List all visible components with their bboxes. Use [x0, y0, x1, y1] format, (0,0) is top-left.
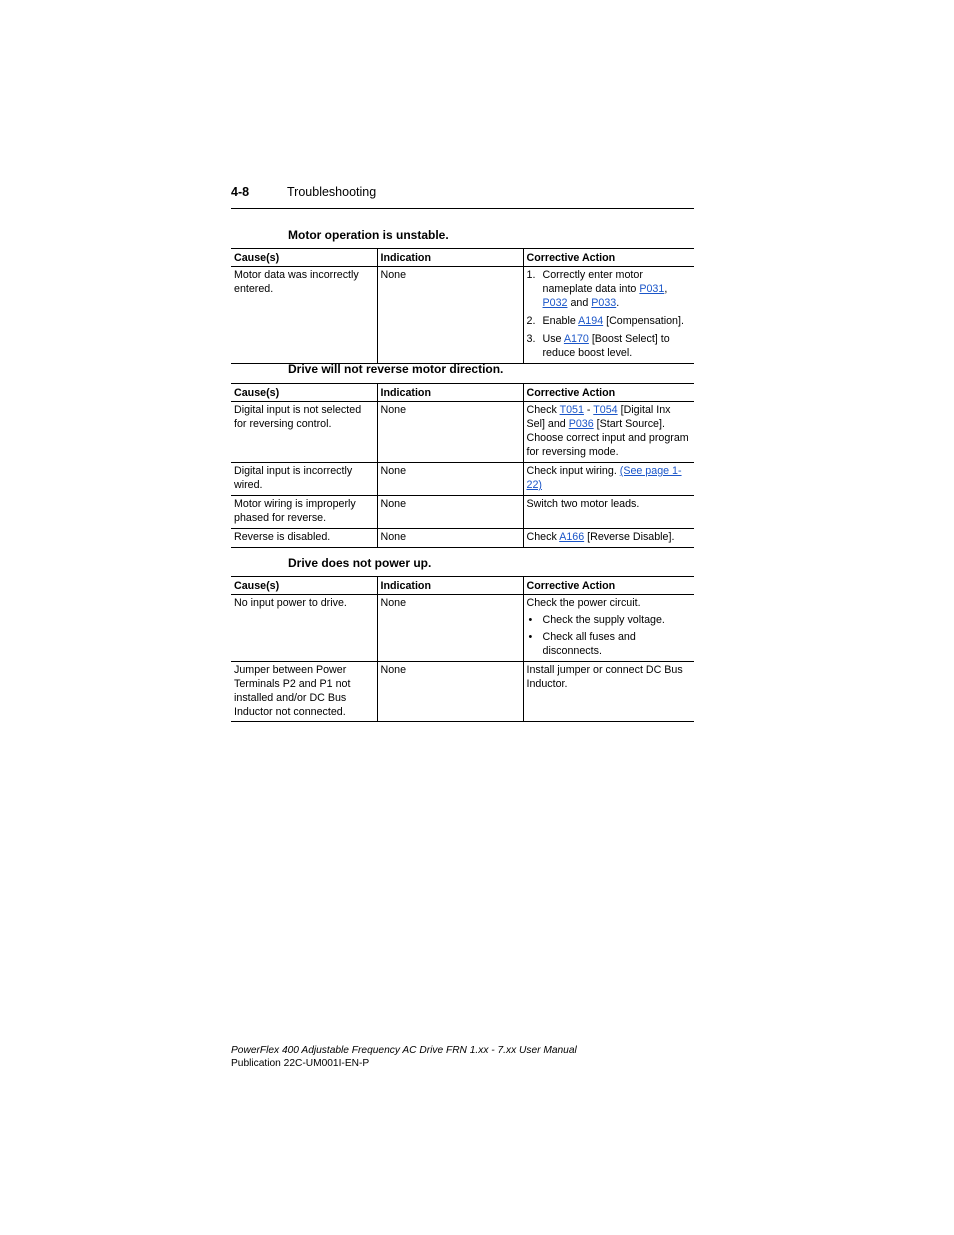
action-text: [Boost Select] to reduce boost level. — [542, 333, 670, 359]
param-link-p033[interactable]: P033 — [591, 297, 617, 309]
indication-cell: None — [377, 595, 523, 662]
table-no-power — [231, 576, 694, 722]
table-row — [231, 595, 694, 662]
action-text: , — [664, 283, 668, 295]
step-number: 2. — [526, 315, 536, 327]
action-text: - — [583, 404, 594, 416]
cause-cell: Reverse is disabled. — [231, 529, 377, 548]
indication-cell: None — [377, 662, 523, 722]
action-cell — [523, 267, 694, 364]
bullet-icon: • — [528, 614, 533, 626]
footer-publication: Publication 22C-UM001I-EN-P — [231, 1058, 370, 1069]
action-text: [Digital Inx Sel] and — [526, 404, 671, 430]
cause-cell: No input power to drive. — [231, 595, 377, 662]
table-no-reverse — [231, 383, 694, 548]
step-number: 1. — [526, 269, 536, 281]
indication-cell: None — [377, 402, 523, 463]
page-footer — [231, 1044, 577, 1070]
action-step — [527, 268, 692, 310]
bullet-text: Check all fuses and disconnects. — [542, 631, 636, 657]
col-header-cause: Cause(s) — [231, 384, 377, 402]
table-motor-unstable — [231, 248, 694, 364]
action-cell — [523, 529, 694, 548]
indication-cell: None — [377, 267, 523, 364]
bullet-text: Check the supply voltage. — [542, 614, 665, 626]
cause-cell: Jumper between Power Terminals P2 and P1 not installed and/or DC Bus Inductor not connected. — [231, 662, 377, 722]
table-header-row — [231, 249, 694, 267]
col-header-action: Corrective Action — [523, 384, 694, 402]
cause-cell: Digital input is not selected for reversing control. — [231, 402, 377, 463]
action-text: Check — [526, 531, 560, 543]
action-text: Enable — [542, 315, 579, 327]
action-cell — [523, 496, 694, 529]
page-header — [231, 185, 694, 209]
action-text: Use — [542, 333, 564, 345]
action-text: Check — [526, 404, 560, 416]
col-header-action: Corrective Action — [523, 249, 694, 267]
bullet-icon: • — [528, 631, 533, 643]
param-link-t054[interactable]: T054 — [593, 404, 618, 416]
indication-cell: None — [377, 463, 523, 496]
section-title-unstable: Motor operation is unstable. — [288, 228, 449, 242]
action-cell — [523, 595, 694, 662]
bullet-item — [527, 630, 692, 658]
param-link-p032[interactable]: P032 — [542, 297, 568, 309]
param-link-t051[interactable]: T051 — [559, 404, 584, 416]
page-number: 4-8 — [231, 185, 250, 199]
table-row — [231, 463, 694, 496]
section-title-no-power: Drive does not power up. — [288, 556, 432, 570]
action-cell — [523, 662, 694, 722]
col-header-cause: Cause(s) — [231, 577, 377, 595]
action-text: [Start Source]. Choose correct input and program for reversing mode. — [526, 418, 689, 458]
action-text: . — [616, 297, 620, 309]
param-link-a194[interactable]: A194 — [578, 315, 604, 327]
action-text: Correctly enter motor nameplate data into — [542, 269, 643, 295]
param-link-a166[interactable]: A166 — [559, 531, 585, 543]
action-text: Check input wiring. — [526, 465, 620, 477]
table-row — [231, 662, 694, 722]
table-header-row — [231, 577, 694, 595]
indication-cell: None — [377, 496, 523, 529]
action-text: Install jumper or connect DC Bus Inductor. — [526, 664, 683, 690]
table-header-row — [231, 384, 694, 402]
action-text: and — [567, 297, 592, 309]
param-link-a170[interactable]: A170 — [563, 333, 589, 345]
cause-cell: Motor data was incorrectly entered. — [231, 267, 377, 364]
indication-cell: None — [377, 529, 523, 548]
bullet-item — [527, 613, 692, 627]
action-step — [527, 332, 692, 360]
param-link-p031[interactable]: P031 — [639, 283, 665, 295]
col-header-cause: Cause(s) — [231, 249, 377, 267]
action-cell — [523, 402, 694, 463]
cause-cell: Motor wiring is improperly phased for reverse. — [231, 496, 377, 529]
param-link-p036[interactable]: P036 — [568, 418, 594, 430]
col-header-indication: Indication — [377, 384, 523, 402]
col-header-indication: Indication — [377, 577, 523, 595]
table-row — [231, 529, 694, 548]
section-title-no-reverse: Drive will not reverse motor direction. — [288, 362, 504, 376]
action-text: [Compensation]. — [603, 315, 684, 327]
action-step — [527, 314, 692, 328]
step-number: 3. — [526, 333, 536, 345]
table-row — [231, 267, 694, 364]
action-cell — [523, 463, 694, 496]
cause-cell: Digital input is incorrectly wired. — [231, 463, 377, 496]
page-link-1-22[interactable]: (See page 1-22) — [526, 465, 682, 491]
footer-manual-title: PowerFlex 400 Adjustable Frequency AC Drive FRN 1.xx - 7.xx User Manual — [231, 1045, 577, 1056]
table-row — [231, 496, 694, 529]
col-header-indication: Indication — [377, 249, 523, 267]
page-title: Troubleshooting — [287, 185, 377, 199]
action-text: [Reverse Disable]. — [584, 531, 675, 543]
table-row — [231, 402, 694, 463]
col-header-action: Corrective Action — [523, 577, 694, 595]
action-text: Check the power circuit. — [526, 597, 641, 609]
action-text: Switch two motor leads. — [526, 498, 640, 510]
